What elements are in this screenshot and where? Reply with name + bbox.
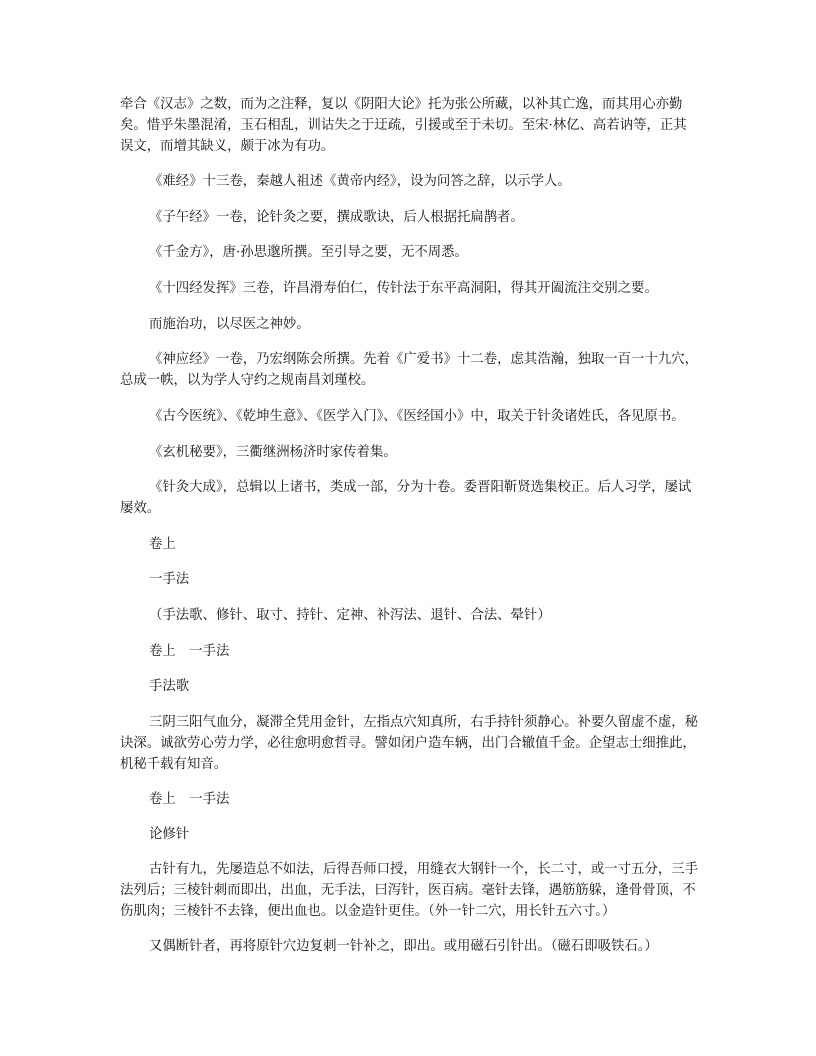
paragraph-xuanjimiyao: 《玄机秘要》，三衢继洲杨济时家传着集。: [149, 445, 397, 460]
heading-lunxiuzhen: 论修针: [149, 827, 190, 842]
paragraph-nanjing: 《难经》十三卷，秦越人祖述《黄帝内经》，设为问答之辞，以示学人。: [149, 174, 571, 189]
paragraph-shoufage-text: 三阴三阳气血分，凝滞全凭用金针，左指点穴知真所，右手持针须静心。补要久留虚不虚，秘诀深。诚欲劳心劳力学，必往愈明愈哲寻。譬如闭户造车辆，出门合辙值千金。企望志士细推此，机秘千载有知音。: [120, 715, 699, 772]
paragraph-duanzhen: 又偶断针者，再将原针穴边复刺一针补之，即出。或用磁石引针出。（磁石即吸铁石。）: [149, 939, 658, 954]
paragraph-lunxiuzhen-text: 古针有九，先屡造总不如法，后得吾师口授，用缝衣大钢针一个，长二寸，或一寸五分，三手法列后；三棱针刺而即出，出血，无手法，曰泻针，医百病。毫针去锋，遇筋筋躲，逢骨骨顶，不伤肌肉；三棱针不去锋，便出血也。以金造针更佳。（外一针二穴，用长针五六寸。）: [120, 862, 699, 919]
paragraph-ziwujing: 《子午经》一卷，论针灸之要，撰成歌诀，后人根据托扁鹊者。: [149, 210, 524, 225]
paragraph-gujinyitong: 《古今医统》、《乾坤生意》、《医学入门》、《医经国小》中，取关于针灸诸姓氏，各见原书。: [149, 409, 685, 424]
paragraph-zhenjiudacheng: 《针灸大成》，总辑以上诸书，类成一部，分为十卷。委晋阳靳贤选集校正。后人习学，屡试屡效。: [120, 480, 692, 516]
paragraph-intro-continuation: 牵合《汉志》之数，而为之注释，复以《阴阳大论》托为张公所藏，以补其亡逸，而其用心亦勤矣。惜乎朱墨混淆，玉石相乱，训诂失之于迂疏，引援或至于未切。至宋·林亿、高若讷等，正其误文，而增其缺义，颇于冰为有功。: [120, 97, 687, 154]
paragraph-qianjinfang: 《千金方》，唐·孙思邈所撰。至引导之要，无不周悉。: [149, 245, 468, 260]
heading-juanshang-yishoufa-2: 卷上 一手法: [149, 792, 230, 807]
paragraph-shenyingjing: 《神应经》一卷，乃宏纲陈会所撰。先着《广爱书》十二卷，虑其浩瀚，独取一百一十九穴，总成一帙，以为学人守约之规南昌刘瑾校。: [120, 352, 699, 388]
heading-yishoufa: 一手法: [149, 572, 190, 587]
paragraph-shizhi: 而施治功，以尽医之神妙。: [149, 317, 310, 332]
heading-juanshang: 卷上: [149, 537, 176, 552]
heading-shoufage: 手法歌: [149, 679, 190, 694]
heading-juanshang-yishoufa: 卷上 一手法: [149, 644, 230, 659]
paragraph-contents-list: （手法歌、修针、取寸、持针、定神、补泻法、退针、合法、晕针）: [149, 608, 551, 623]
paragraph-shisijing: 《十四经发挥》三卷，许昌滑寿伯仁，传针法于东平高洞阳，得其开阖流注交别之要。: [149, 281, 658, 296]
